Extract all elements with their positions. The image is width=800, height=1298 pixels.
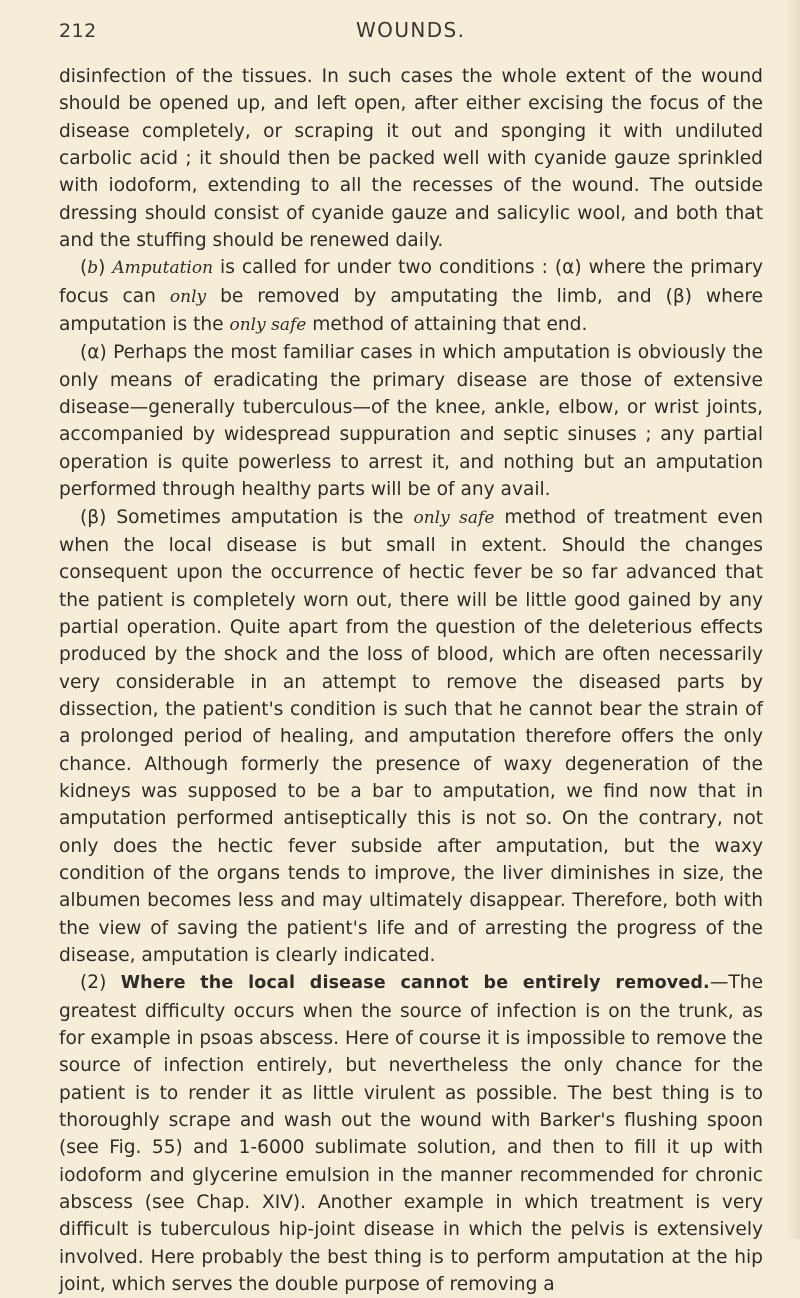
text-segment: method of attaining that end. [306,314,588,336]
running-title: WOUNDS. [356,18,466,42]
body-text [59,63,763,1298]
marker-close: ) [98,257,113,279]
section-heading: Where the local disease cannot be entirely removed. [120,973,710,994]
page-number: 212 [59,20,97,42]
text-segment: is called for under two conditions : (α) where the primary focus can [59,257,763,307]
page-header [0,18,800,48]
text-segment: —The greatest difficulty occurs when the source of infection is on the trunk, as for example in psoas abscess. Here of course it is impossible to remove the source of infection entirely, but nevertheless the only chance for the patient is to render it as little virulent as possible. The best thing is to thoroughly scrape and wash out the wound with Barker's flushing spoon (see Fig. 55) and 1-6000 sublimate solution, and then to fill it up with iodoform and glycerine emulsion in the manner recommended for chronic abscess (see Chap. XIV). Another example in which treatment is very difficult is tuberculous hip-joint disease in which the pelvis is extensively involved. Here probably the best thing is to perform amputation at the hip joint, which serves the double purpose of removing a [59,972,764,1296]
text-segment: be removed by amputating the limb, and (β) where amputation is the [59,285,764,336]
paragraph-local-disease [59,969,763,1298]
emphasis-only-safe: only safe [229,315,307,336]
paragraph-disinfection: disinfection of the tissues. In such cases the whole extent of the wound should be opened up, and left open, after either excising the focus of the disease completely, or scraping it out and sponging it with undiluted carbolic acid ; it should then be packed well with cyanide gauze sprinkled with iodoform, extending to all the recesses of the wound. The outside dressing should consist of cyanide gauze and salicylic wool, and both that and the stuffing should be renewed daily. [59,66,763,252]
text-segment: (β) Sometimes amputation is the [80,506,414,528]
paragraph-amputation [59,254,763,339]
text-segment: method of treatment even when the local disease is but small in extent. Should the changes consequent upon the occurrence of hectic fever be so far advanced that the patient is completely worn out, there will be little good gained by any partial operation. Quite apart from the question of the deleterious effects produced by the shock and the loss of blood, which are often necessarily very considerable in an attempt to remove the diseased parts by dissection, the patient's condition is such that he cannot bear the strain of a prolonged period of healing, and amputation therefore offers the only chance. Although formerly the presence of waxy degeneration of the kidneys was supposed to be a bar to amputation, we find now that in amputation performed antiseptically this is not so. On the contrary, not only does the hectic fever subside after amputation, but the waxy condition of the organs tends to improve, the liver diminishes in size, the albumen becomes less and may ultimately disappear. Therefore, both with the view of saving the patient's life and of arresting the progress of the disease, amputation is clearly indicated. [59,506,763,966]
term-amputation: Amputation [112,258,214,279]
emphasis-only-safe: only safe [413,507,495,528]
marker-open: ( [80,257,88,279]
section-number: (2) [80,972,121,994]
paragraph-alpha: (α) Perhaps the most familiar cases in which amputation is obviously the only means of eradicating the primary disease are those of extensive disease—generally tuberculous—of the knee, ankle, elbow, or wrist joints, accompanied by widespread suppuration and septic sinuses ; any partial operation is quite powerless to arrest it, and nothing but an amputation performed through healthy parts will be of any avail. [59,342,763,501]
emphasis-only: only [169,286,207,307]
page-edge-shadow [786,0,800,1239]
marker-b: b [87,258,99,279]
paragraph-beta [59,504,763,970]
